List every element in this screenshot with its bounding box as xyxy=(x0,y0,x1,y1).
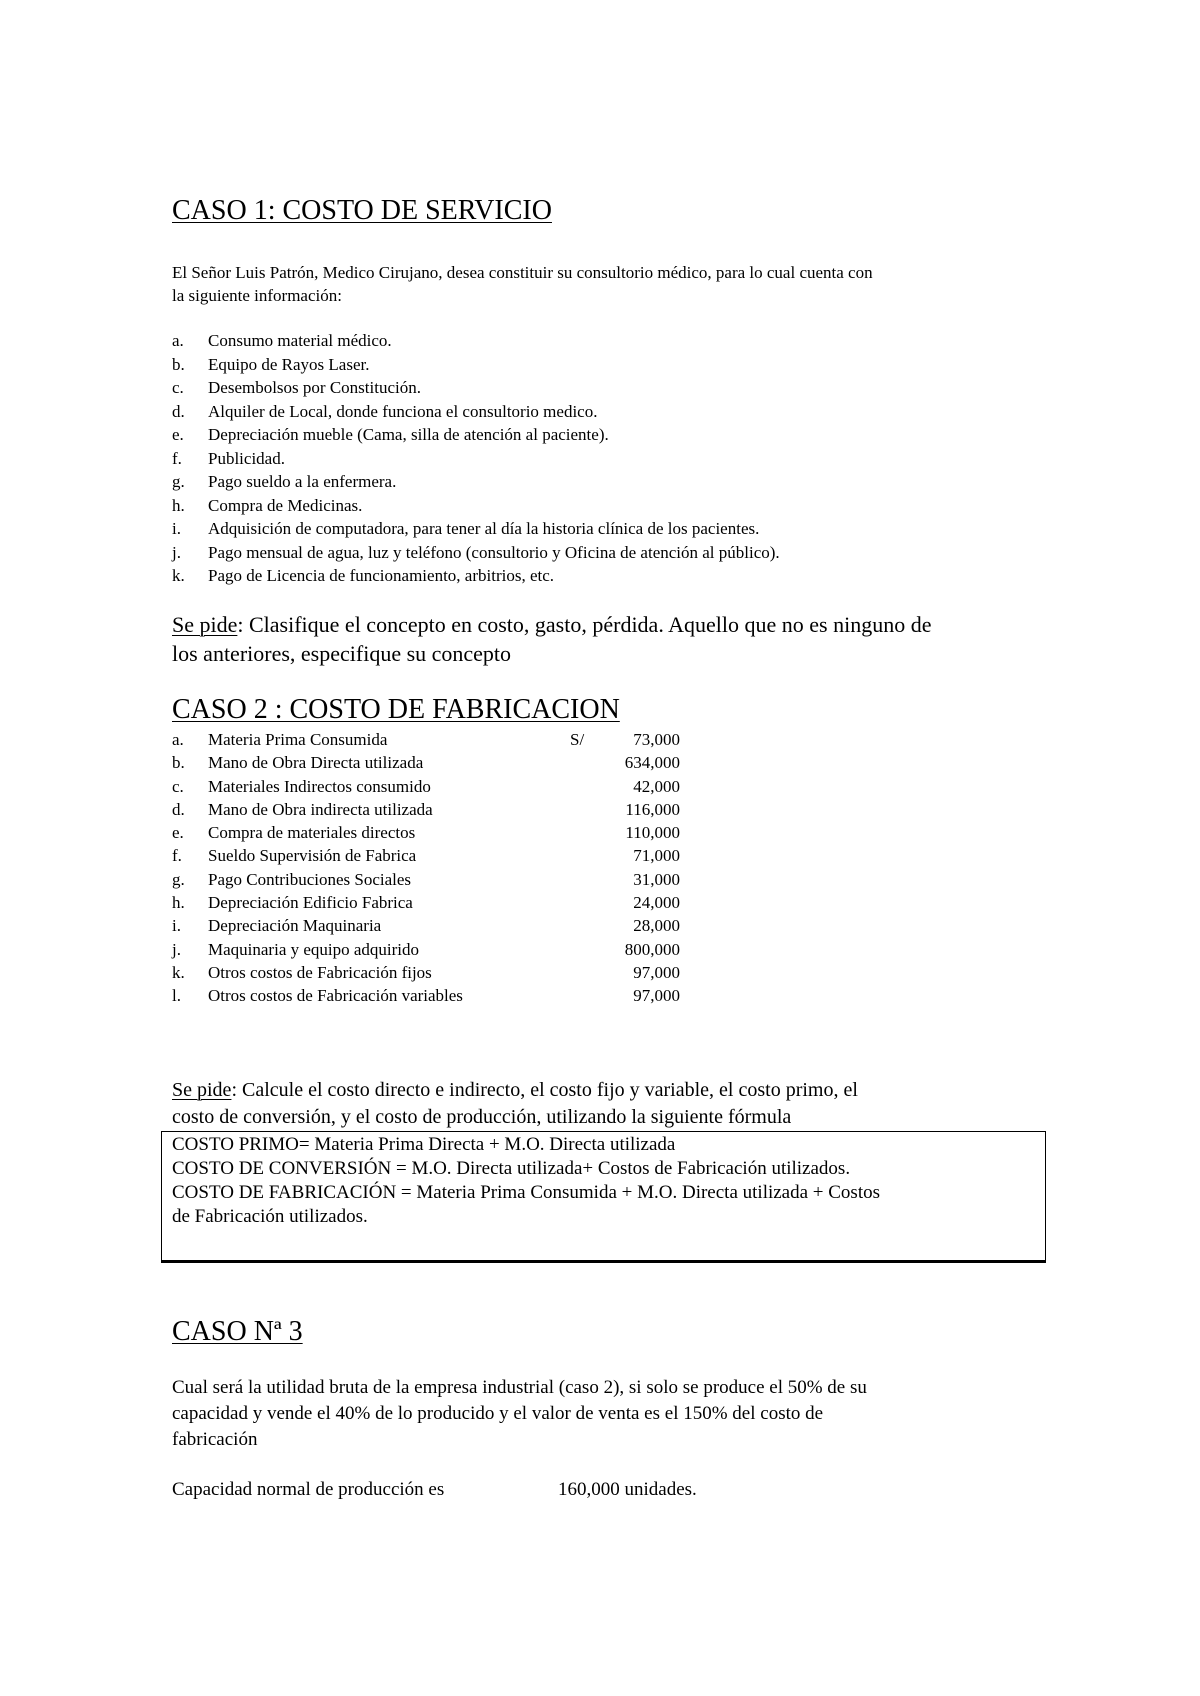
list-item xyxy=(172,517,780,541)
item-letter: c. xyxy=(172,378,184,397)
row-description: Compra de materiales directos xyxy=(208,823,416,843)
table-row xyxy=(172,938,680,961)
row-letter: a. xyxy=(172,730,184,749)
caso3-question-line2: capacidad y vende el 40% de lo producido y el valor de venta es el 150% del costo de xyxy=(172,1403,824,1424)
row-amount: 110,000 xyxy=(625,823,680,843)
row-amount: 42,000 xyxy=(633,776,680,796)
formula-box xyxy=(161,1131,1046,1263)
caso1-intro-line2: la siguiente información: xyxy=(172,286,342,305)
row-description: Depreciación Edificio Fabrica xyxy=(208,893,413,913)
item-letter: b. xyxy=(172,354,185,374)
item-text: Consumo material médico. xyxy=(208,331,392,350)
item-text: Alquiler de Local, donde funciona el consultorio medico. xyxy=(208,401,598,421)
row-letter: g. xyxy=(172,869,185,889)
row-amount: 97,000 xyxy=(633,962,680,982)
row-letter: h. xyxy=(172,893,185,913)
row-description: Materiales Indirectos consumido xyxy=(208,776,431,796)
row-letter: i. xyxy=(172,916,181,936)
se-pide-label: Se pide xyxy=(172,612,238,637)
list-item xyxy=(172,329,780,353)
row-amount: 800,000 xyxy=(624,939,680,959)
se-pide-label: Se pide xyxy=(172,1079,232,1101)
item-letter: i. xyxy=(172,519,181,538)
caso1-se-pide-line1 xyxy=(172,610,931,639)
row-description: Materia Prima Consumida xyxy=(208,730,388,749)
table-row xyxy=(172,775,680,798)
item-text: Equipo de Rayos Laser. xyxy=(208,354,370,374)
table-row xyxy=(172,728,680,751)
row-letter: j. xyxy=(172,939,181,959)
table-row xyxy=(172,868,680,891)
item-text: Desembolsos por Constitución. xyxy=(208,378,421,397)
caso2-cost-table xyxy=(172,728,680,1008)
table-row xyxy=(172,751,680,774)
table-row xyxy=(172,798,680,821)
list-item xyxy=(172,376,780,400)
row-amount: 116,000 xyxy=(625,799,680,819)
list-item xyxy=(172,494,780,518)
formula-costo-conversion: COSTO DE CONVERSIÓN = M.O. Directa utilizada+ Costos de Fabricación utilizados. xyxy=(172,1158,851,1179)
caso1-intro-line1: El Señor Luis Patrón, Medico Cirujano, desea constituir su consultorio médico, para lo cual cuenta con xyxy=(172,263,873,282)
caso1-se-pide xyxy=(172,610,931,668)
item-text: Pago de Licencia de funcionamiento, arbitrios, etc. xyxy=(208,566,555,585)
item-text: Pago mensual de agua, luz y teléfono (consultorio y Oficina de atención al público). xyxy=(208,542,780,562)
row-amount: 97,000 xyxy=(633,986,680,1006)
formula-costo-fabricacion-line1: COSTO DE FABRICACIÓN = Materia Prima Consumida + M.O. Directa utilizada + Costos xyxy=(172,1182,881,1203)
row-amount: 24,000 xyxy=(633,893,680,913)
caso3-capacity-label: Capacidad normal de producción es xyxy=(172,1479,445,1500)
row-letter: d. xyxy=(172,799,185,819)
row-letter: b. xyxy=(172,753,185,773)
caso2-se-pide-line2: costo de conversión, y el costo de producción, utilizando la siguiente fórmula xyxy=(172,1106,792,1128)
caso2-title: CASO 2 : COSTO DE FABRICACION xyxy=(172,694,620,725)
formula-costo-fabricacion-line2: de Fabricación utilizados. xyxy=(172,1206,368,1227)
row-description: Mano de Obra indirecta utilizada xyxy=(208,799,433,819)
row-description: Sueldo Supervisión de Fabrica xyxy=(208,846,417,866)
table-row xyxy=(172,821,680,844)
row-letter: l. xyxy=(172,986,181,1006)
row-description: Otros costos de Fabricación fijos xyxy=(208,962,432,982)
row-letter: k. xyxy=(172,962,185,982)
caso3-title: CASO Nª 3 xyxy=(172,1316,303,1347)
caso3-capacity-value: 160,000 unidades. xyxy=(558,1479,697,1500)
caso1-intro xyxy=(172,261,873,307)
table-row xyxy=(172,961,680,984)
list-item xyxy=(172,447,780,471)
row-description: Pago Contribuciones Sociales xyxy=(208,869,412,889)
item-text: Adquisición de computadora, para tener al día la historia clínica de los pacientes. xyxy=(208,519,760,538)
item-letter: h. xyxy=(172,495,185,515)
list-item xyxy=(172,541,780,565)
item-letter: j. xyxy=(172,542,181,562)
item-text: Pago sueldo a la enfermera. xyxy=(208,472,397,491)
row-letter: e. xyxy=(172,823,184,843)
list-item xyxy=(172,564,780,588)
item-letter: g. xyxy=(172,472,185,491)
list-item xyxy=(172,423,780,447)
currency-symbol: S/ xyxy=(570,730,585,749)
se-pide-text: : Calcule el costo directo e indirecto, el costo fijo y variable, el costo primo, el xyxy=(231,1079,858,1101)
item-letter: k. xyxy=(172,566,185,585)
row-letter: f. xyxy=(172,846,182,866)
caso3-question-line1: Cual será la utilidad bruta de la empresa industrial (caso 2), si solo se produce el 50% de su xyxy=(172,1377,867,1398)
caso2-se-pide-line1 xyxy=(172,1077,858,1104)
list-item xyxy=(172,470,780,494)
row-amount: 71,000 xyxy=(633,846,680,866)
item-text: Publicidad. xyxy=(208,448,285,468)
caso1-items-list xyxy=(172,329,780,588)
table-row xyxy=(172,914,680,937)
list-item xyxy=(172,353,780,377)
caso3-question xyxy=(172,1375,867,1453)
table-row xyxy=(172,844,680,867)
row-description: Maquinaria y equipo adquirido xyxy=(208,939,420,959)
item-text: Compra de Medicinas. xyxy=(208,495,363,515)
row-amount: 73,000 xyxy=(633,730,680,749)
caso1-se-pide-line2: los anteriores, especifique su concepto xyxy=(172,641,512,666)
se-pide-text: : Clasifique el concepto en costo, gasto, pérdida. Aquello que no es ninguno de xyxy=(237,612,932,637)
list-item xyxy=(172,400,780,424)
item-letter: e. xyxy=(172,425,184,444)
row-amount: 634,000 xyxy=(624,753,680,773)
item-letter: a. xyxy=(172,331,184,350)
item-letter: d. xyxy=(172,401,185,421)
caso2-se-pide xyxy=(172,1077,858,1131)
item-text: Depreciación mueble (Cama, silla de atención al paciente). xyxy=(208,425,609,444)
row-letter: c. xyxy=(172,776,184,796)
formula-costo-primo: COSTO PRIMO= Materia Prima Directa + M.O. Directa utilizada xyxy=(172,1134,676,1155)
table-row xyxy=(172,891,680,914)
row-amount: 28,000 xyxy=(633,916,680,936)
row-description: Depreciación Maquinaria xyxy=(208,916,382,936)
item-letter: f. xyxy=(172,448,182,468)
caso1-title: CASO 1: COSTO DE SERVICIO xyxy=(172,195,552,226)
row-description: Mano de Obra Directa utilizada xyxy=(208,753,424,773)
row-description: Otros costos de Fabricación variables xyxy=(208,986,463,1006)
row-amount: 31,000 xyxy=(633,869,680,889)
table-row xyxy=(172,984,680,1007)
caso3-question-line3: fabricación xyxy=(172,1429,258,1450)
